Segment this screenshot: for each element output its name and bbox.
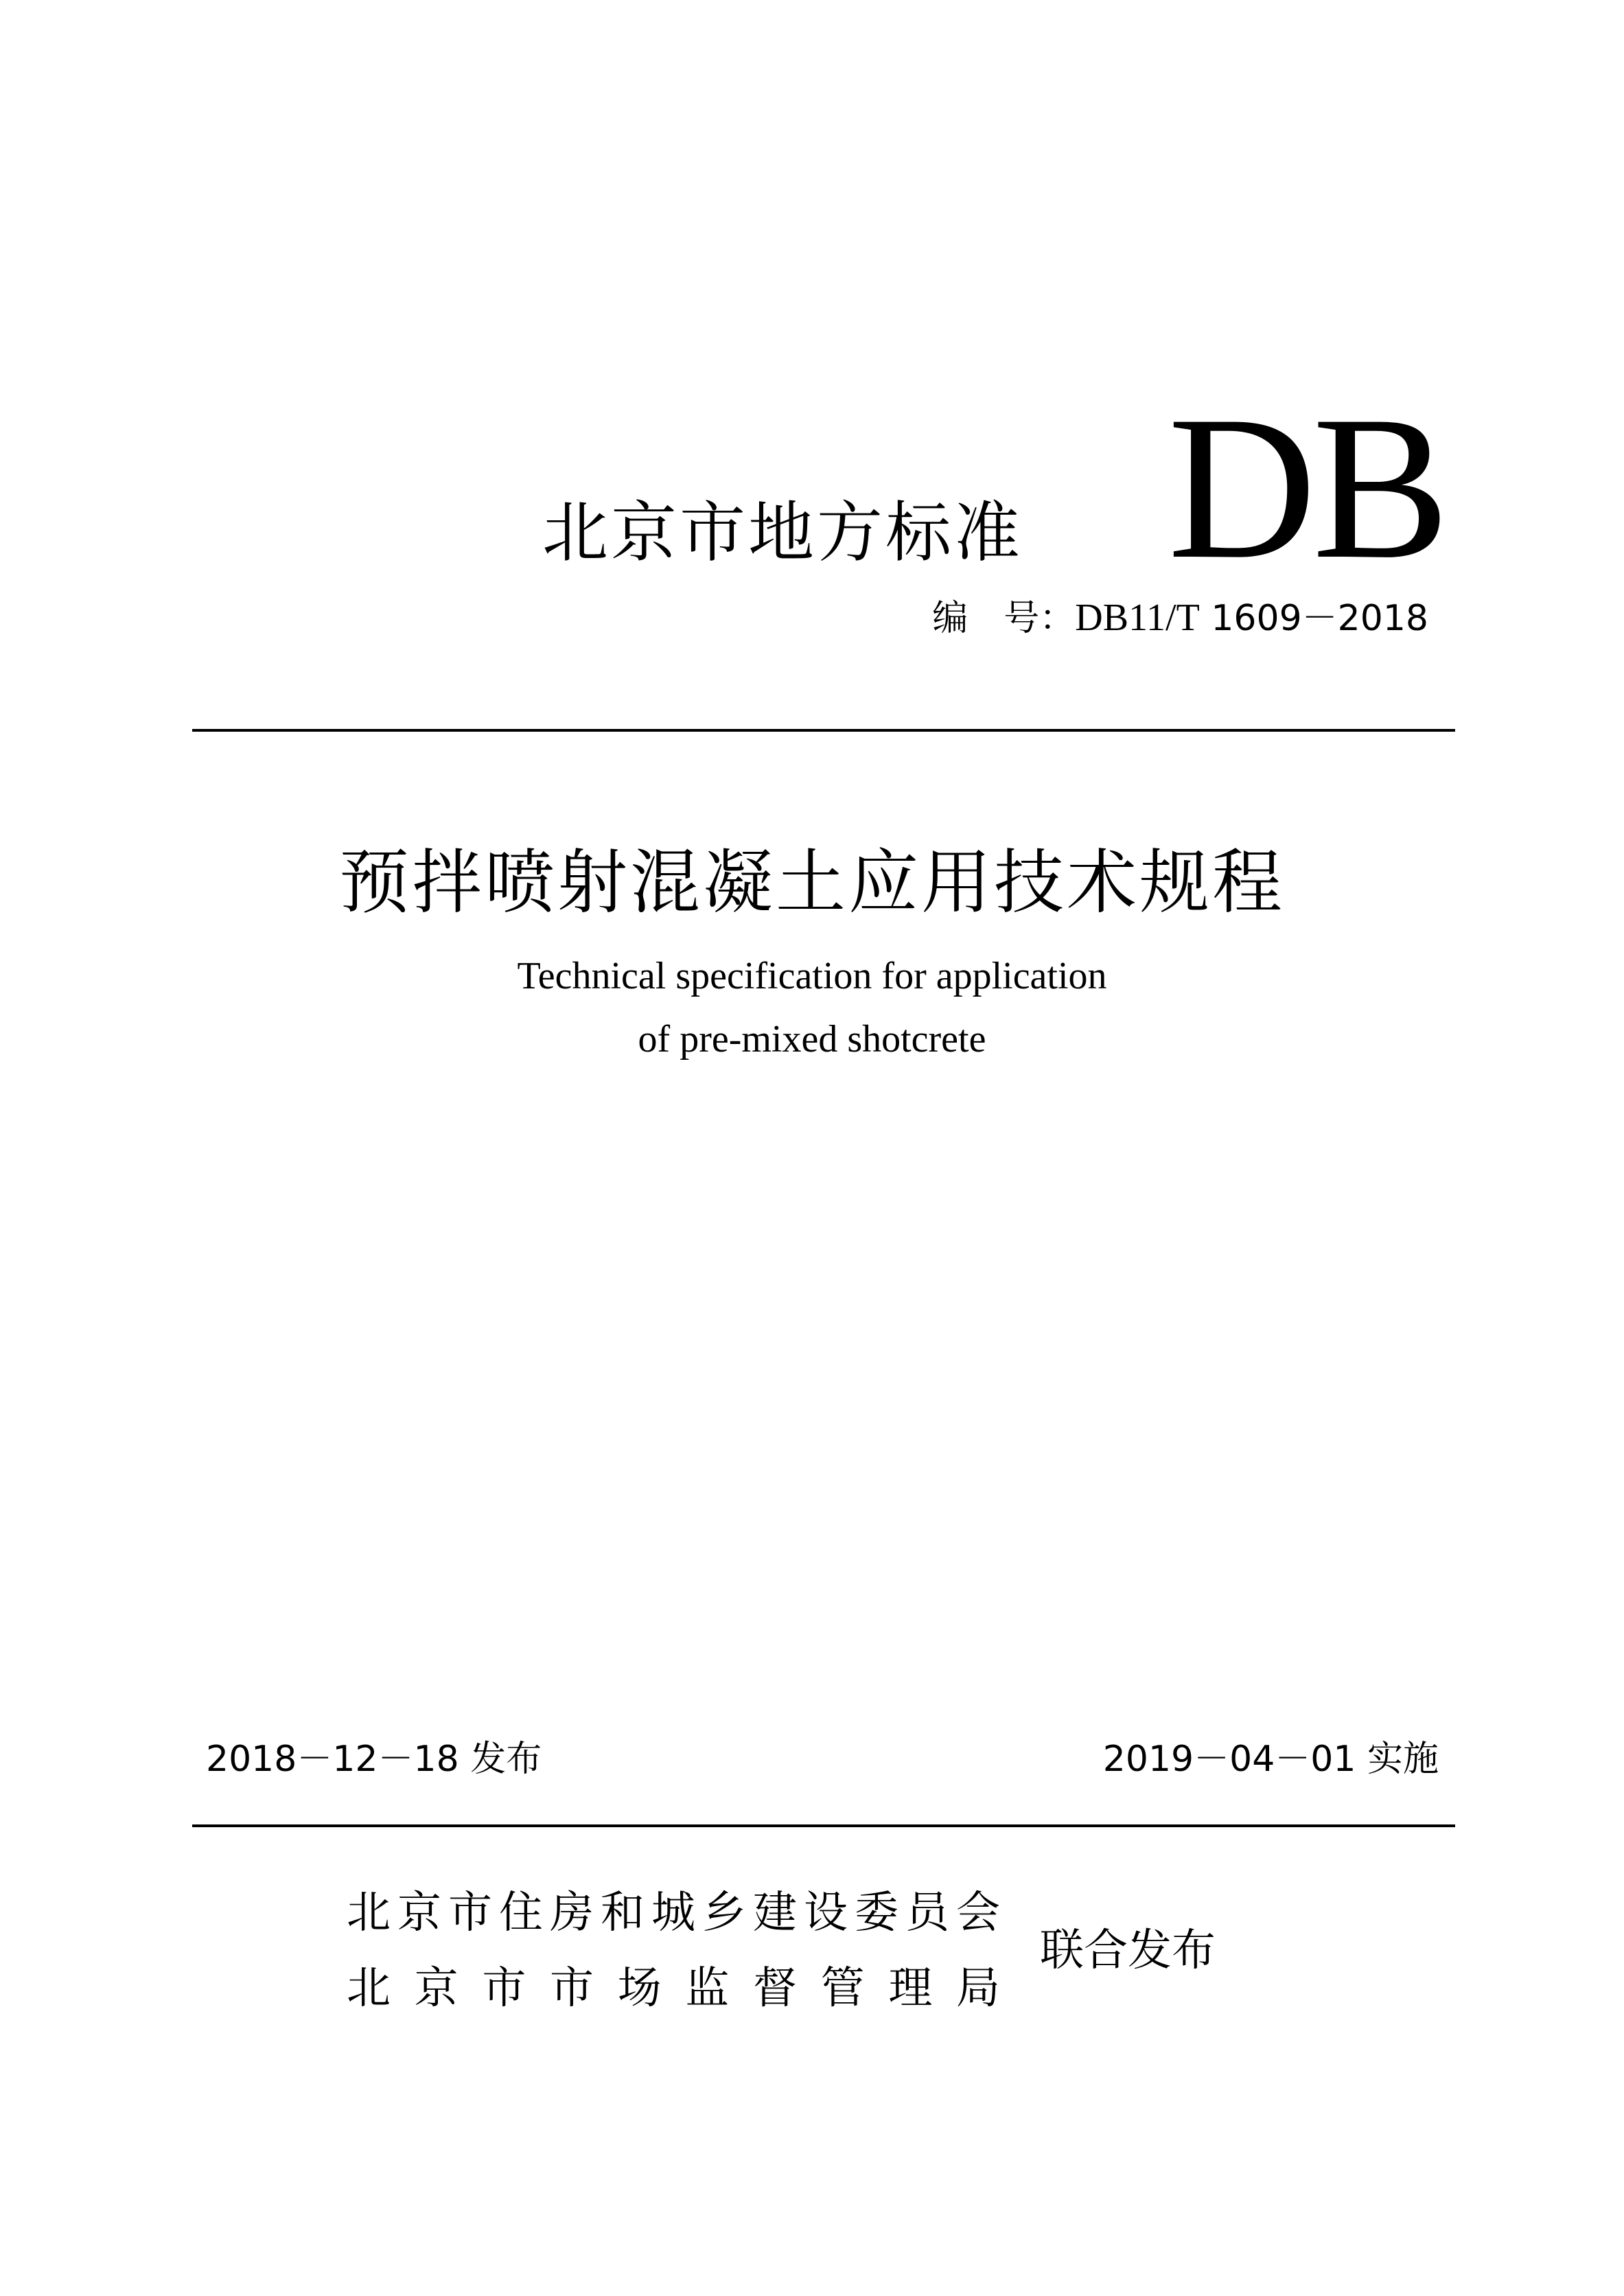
standard-type-label: 北京市地方标准 (542, 494, 1023, 571)
standard-number-label: 编 号： (932, 598, 1076, 639)
top-divider (192, 729, 1455, 732)
issuer-housing-commission: 北京市住房和城乡建设委员会 (347, 1888, 1000, 1938)
document-title-chinese: 预拌喷射混凝土应用技术规程 (339, 842, 1285, 924)
standard-number-digits: 1609－2018 (1211, 598, 1428, 639)
issuer-market-supervision: 北京市市场监督管理局 (347, 1963, 1000, 2014)
bottom-divider (192, 1824, 1455, 1827)
standard-number (932, 589, 1428, 640)
issue-date: 2018－12－18 发布 (206, 1739, 542, 1780)
document-title-english-line1: Technical specification for application (517, 955, 1107, 997)
document-title-english-line2: of pre-mixed shotcrete (638, 1018, 986, 1060)
joint-issue-label: 联合发布 (1040, 1925, 1216, 1976)
db-standard-mark: DB (1168, 373, 1446, 601)
standard-number-prefix: DB11/T (1075, 596, 1200, 639)
effective-date: 2019－04－01 实施 (1102, 1739, 1439, 1780)
